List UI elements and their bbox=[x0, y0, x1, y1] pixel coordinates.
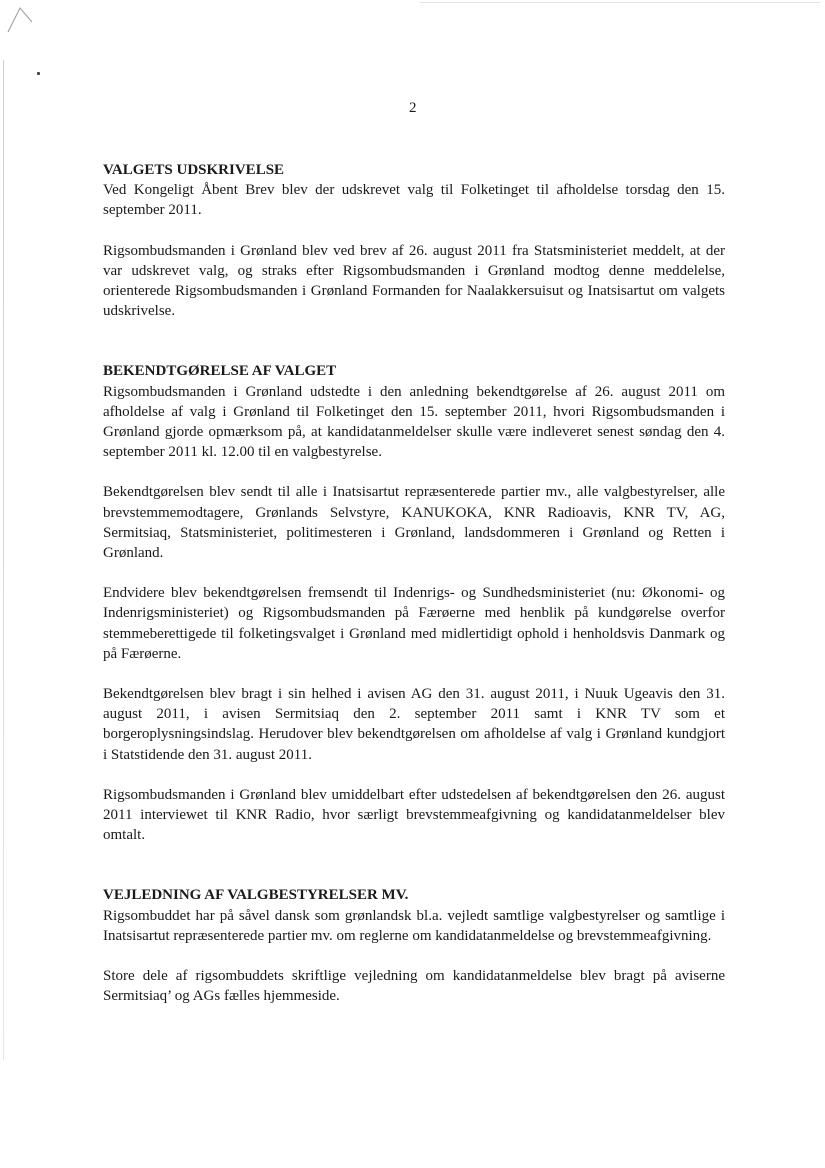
section-heading: BEKENDTGØRELSE AF VALGET bbox=[103, 363, 337, 380]
paragraph: Bekendtgørelsen blev bragt i sin helhed i avisen AG den 31. august 2011, i Nuuk Ugeavis den 31. august 2011, i avisen Sermitsiaq den 2. september 2011 samt i KNR TV som et borgeroplysningsindslag. Herudover blev bekendtgørelsen om afholdelse af valg i Grønland kundgjort i Statstidende den 31. august 2011. bbox=[103, 686, 725, 763]
scan-corner-mark bbox=[6, 4, 34, 34]
section-bekendtgoerelse-af-valget bbox=[103, 361, 725, 845]
section-heading: VALGETS UDSKRIVELSE bbox=[103, 162, 285, 178]
scan-border-left bbox=[3, 60, 4, 1060]
section-heading: VEJLEDNING AF VALGBESTYRELSER MV. bbox=[103, 887, 409, 904]
page-number: 2 bbox=[409, 100, 417, 116]
paragraph: Rigsombudsmanden i Grønland udstedte i den anledning bekendtgørelse af 26. august 2011 om afholdelse af valg i Grønland til Folketinget den 15. september 2011, hvori Rigsombudsmanden i Grønland gjorde opmærksom på, at kandidatanmeldelser skulle være indleveret senest søndag den 4. september 2011 kl. 12.00 til en valgbestyrelse. bbox=[103, 383, 725, 461]
paragraph: Bekendtgørelsen blev sendt til alle i Inatsisartut repræsenterede partier mv., alle valgbestyrelser, alle brevstemmemodtagere, Grønlands Selvstyre, KANUKOKA, KNR Radioavis, KNR TV, AG, Sermitsiaq, Statsministeriet, politimesteren i Grønland, landsdommeren i Grønland og Retten i Grønland. bbox=[103, 484, 725, 562]
scan-speck bbox=[37, 72, 40, 75]
paragraph: Store dele af rigsombuddets skriftlige vejledning om kandidatanmeldelse blev bragt på aviserne Sermitsiaq’ og AGs fælles hjemmeside. bbox=[103, 968, 725, 1005]
paragraph: Rigsombuddet har på såvel dansk som grønlandsk bl.a. vejledt samtlige valgbestyrelser og samtlige i Inatsisartut repræsenterede partier mv. om reglerne om kandidatanmeldelse og brevstemmeafgivning. bbox=[103, 907, 725, 944]
section-vejledning-af-valgbestyrelser bbox=[103, 885, 725, 1006]
paragraph: Endvidere blev bekendtgørelsen fremsendt til Indenrigs- og Sundhedsministeriet (nu: Økonomi- og Indenrigsministeriet) og Rigsombudsmanden på Færøerne med henblik på kundgørelse overfor stemmeberettigede til folketingsvalget i Grønland med midlertidigt ophold i henholdsvis Danmark og på Færøerne. bbox=[103, 585, 725, 662]
paragraph: Rigsombudsmanden i Grønland blev umiddelbart efter udstedelsen af bekendtgørelsen den 26. august 2011 interviewet til KNR Radio, hvor særligt brevstemmeafgivning og kandidatanmeldelser blev omtalt. bbox=[103, 786, 725, 844]
paragraph: Rigsombudsmanden i Grønland blev ved brev af 26. august 2011 fra Statsministeriet meddelt, at der var udskrevet valg, og straks efter Rigsombudsmanden i Grønland modtog denne meddelelse, orienterede Rigsombudsmanden i Grønland Formanden for Naalakkersuisut og Inatsisartut om valgets udskrivelse. bbox=[103, 242, 725, 320]
scan-border-top bbox=[420, 2, 820, 3]
paragraph: Ved Kongeligt Åbent Brev blev der udskrevet valg til Folketinget til afholdelse torsdag den 15. september 2011. bbox=[103, 182, 725, 219]
section-valgets-udskrivelse bbox=[103, 160, 725, 321]
document-body bbox=[103, 160, 725, 1007]
